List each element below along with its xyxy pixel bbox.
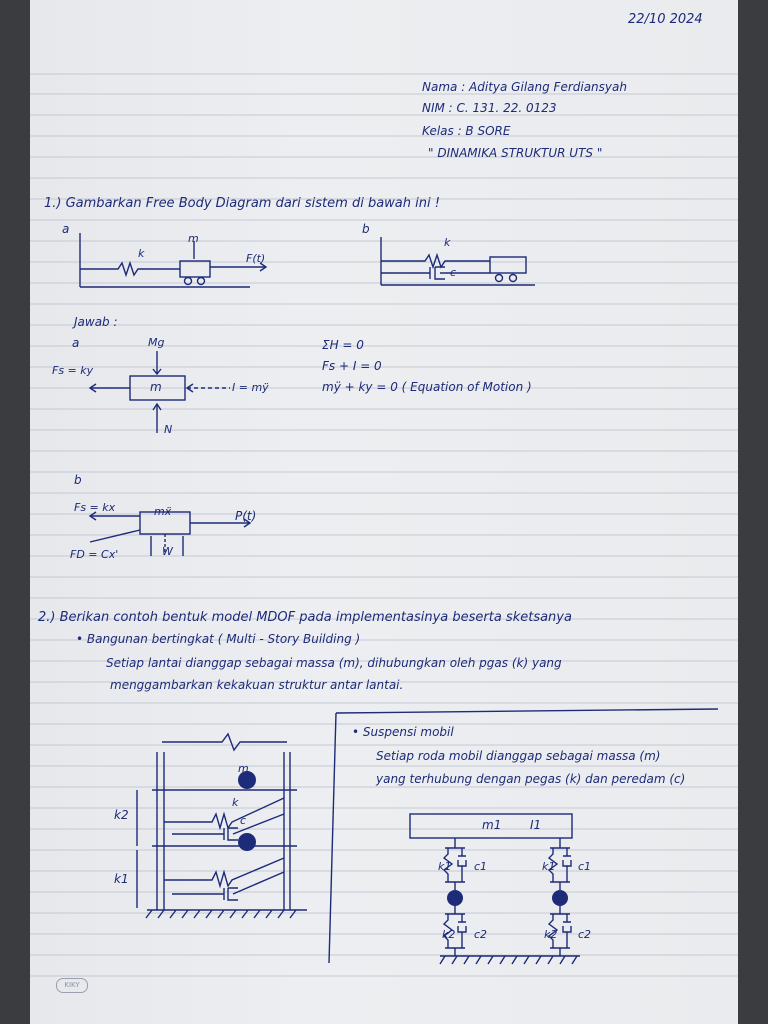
student-nim: NIM : C. 131. 22. 0123 (422, 101, 557, 115)
bullet-suspension-title: • Suspensi mobil (352, 725, 454, 739)
bullet-suspension-line2: yang terhubung dengan pegas (k) dan peredam (c) (376, 772, 686, 786)
equation-of-motion: mÿ + ky = 0 ( Equation of Motion ) (322, 380, 532, 394)
bullet-building-line1: Setiap lantai dianggap sebagai massa (m), dihubungkan oleh pgas (k) yang (106, 656, 562, 670)
notebook-page (30, 0, 738, 1024)
car-body-mass-label: m1 (482, 818, 502, 832)
fig-b-k-label: k (444, 236, 451, 249)
bullet-building-line2: menggambarkan kekakuan struktur antar lantai. (110, 678, 404, 692)
date: 22/10 2024 (628, 12, 703, 27)
bullet-building-title: • Bangunan bertingkat ( Multi - Story Building ) (76, 632, 361, 646)
building-damper-label: c (240, 814, 247, 827)
fig-a-k-label: k (138, 247, 145, 260)
car-c2-right-label: c2 (578, 928, 592, 941)
car-k2-right-label: k2 (544, 928, 558, 941)
answer-b-inertia: mẍ (154, 505, 172, 518)
building-sketch (112, 722, 322, 922)
question-1-prompt: 1.) Gambarkan Free Body Diagram dari sistem di bawah ini ! (44, 196, 440, 211)
q1-figure-b-label: b (362, 222, 370, 236)
notebook-brand: KIKY (64, 981, 80, 989)
answer-b-spring-force: Fs = kx (74, 501, 116, 514)
answer-b-load: P(t) (235, 509, 257, 523)
answer-a-mass: m (150, 380, 162, 394)
student-class: Kelas : B SORE (422, 124, 511, 138)
car-body-inertia-label: I1 (530, 818, 542, 832)
fig-a-force-label: F(t) (246, 252, 266, 265)
building-k2-label: k2 (114, 808, 129, 822)
notebook-brand-logo (56, 978, 88, 993)
car-c2-left-label: c2 (474, 928, 488, 941)
car-c1-right-label: c1 (578, 860, 592, 873)
car-k1-right-label: k1 (542, 860, 556, 873)
fig-b-c-label: c (450, 266, 457, 279)
question-2-prompt: 2.) Berikan contoh bentuk model MDOF pada implementasinya beserta sketsanya (38, 610, 572, 625)
answer-a-label: a (72, 336, 80, 350)
answer-a-inertia: I = mÿ (232, 381, 269, 394)
car-k2-left-label: k2 (442, 928, 456, 941)
answer-heading: Jawab : (74, 315, 118, 329)
answer-b-weight: W (162, 545, 173, 558)
student-name: Nama : Aditya Gilang Ferdiansyah (422, 80, 627, 94)
car-c1-left-label: c1 (474, 860, 488, 873)
equation-sum-h: ΣH = 0 (322, 338, 364, 352)
course-title: " DINAMIKA STRUKTUR UTS " (428, 146, 603, 160)
building-mass-label: m (238, 762, 249, 775)
answer-b-label: b (74, 473, 82, 487)
answer-a-normal-force: N (164, 423, 173, 436)
fig-a-m-label: m (188, 232, 199, 245)
bullet-suspension-line1: Setiap roda mobil dianggap sebagai massa (m) (376, 749, 661, 763)
q1-figure-b-diagram (375, 235, 545, 290)
answer-b-damping-force: FD = Cx' (70, 548, 119, 561)
q1-figure-a-label: a (62, 222, 70, 236)
answer-a-mg: Mg (148, 336, 165, 349)
building-k1-label: k1 (114, 872, 129, 886)
answer-a-spring-force: Fs = ky (52, 364, 94, 377)
equation-force-balance: Fs + I = 0 (322, 359, 382, 373)
building-spring-label: k (232, 796, 239, 809)
car-k1-left-label: k1 (438, 860, 452, 873)
